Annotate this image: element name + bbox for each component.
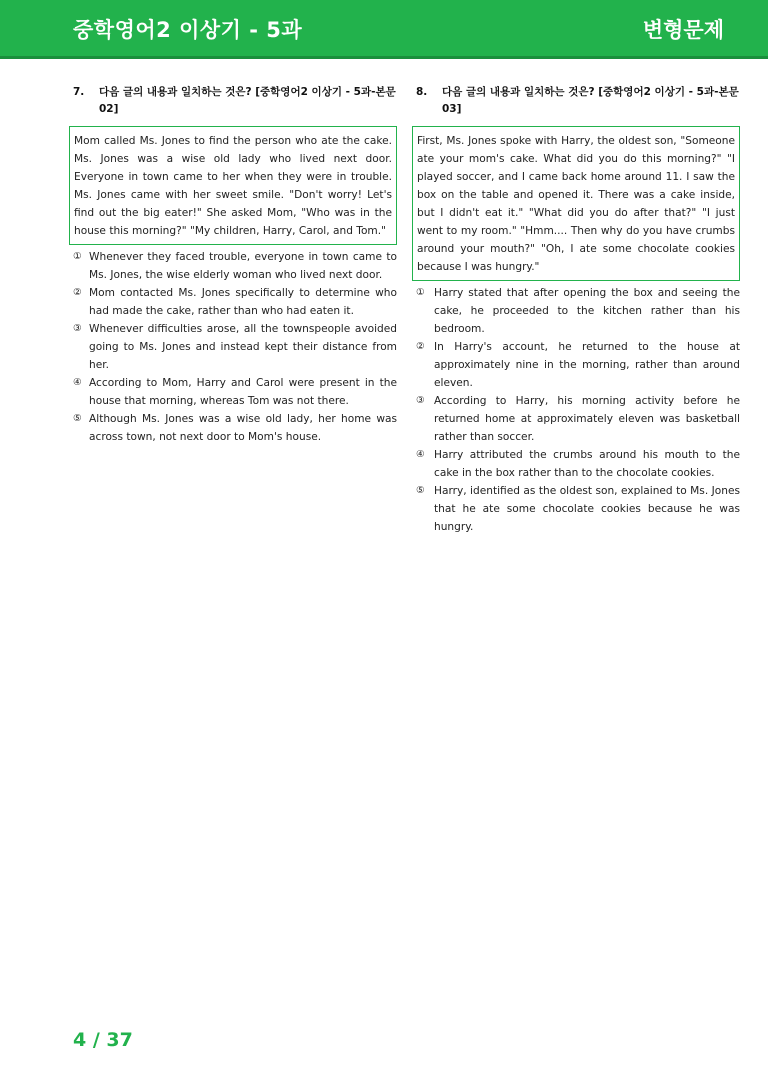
passage-box: First, Ms. Jones spoke with Harry, the oldest son, "Someone ate your mom's cake. What did you do this morning?" "I played soccer, and I came back home around 11. I saw the box on the table and opened it. There was a cake inside, but I didn't eat it." "What did you do after that?" "I just went to my room." "Hmm.... Then why do you have crumbs around your mouth?" "Oh, I ate some chocolate cookies because I was hungry." bbox=[412, 126, 740, 281]
option-marker: ① bbox=[416, 287, 425, 298]
option-marker: ③ bbox=[416, 395, 425, 406]
option-2[interactable] bbox=[412, 338, 740, 392]
passage-box: Mom called Ms. Jones to find the person who ate the cake. Ms. Jones was a wise old lady who lived next door. Everyone in town came to her when they were in trouble. Ms. Jones came with her sweet smile. "Don't worry! Let's find out the big eater!" She asked Mom, "Who was in the house this morning?" "My children, Harry, Carol, and Tom." bbox=[69, 126, 397, 245]
option-marker: ① bbox=[73, 251, 82, 262]
option-2[interactable] bbox=[69, 284, 397, 320]
option-marker: ② bbox=[73, 287, 82, 298]
option-5[interactable] bbox=[69, 410, 397, 446]
option-marker: ② bbox=[416, 341, 425, 352]
question-prompt: 다음 글의 내용과 일치하는 것은? [중학영어2 이상기 - 5과-본문 03] bbox=[442, 86, 739, 115]
option-4[interactable] bbox=[412, 446, 740, 482]
question-header bbox=[412, 84, 740, 118]
option-1[interactable] bbox=[412, 284, 740, 338]
option-text: Harry, identified as the oldest son, explained to Ms. Jones that he ate some chocolate cookies because he was hungry. bbox=[434, 485, 740, 533]
answer-options bbox=[69, 248, 397, 446]
option-text: Harry stated that after opening the box and seeing the cake, he proceeded to the kitchen rather than his bedroom. bbox=[434, 287, 740, 335]
question-number: 7. bbox=[73, 86, 85, 98]
option-3[interactable] bbox=[412, 392, 740, 446]
option-text: Mom contacted Ms. Jones specifically to determine who had made the cake, rather than who had eaten it. bbox=[89, 287, 397, 317]
option-marker: ④ bbox=[416, 449, 425, 460]
question-header bbox=[69, 84, 397, 118]
question-7 bbox=[69, 84, 397, 446]
option-text: Whenever they faced trouble, everyone in town came to Ms. Jones, the wise elderly woman who lived next door. bbox=[89, 251, 397, 281]
header-section-label: 변형문제 bbox=[642, 18, 724, 42]
option-text: According to Mom, Harry and Carol were present in the house that morning, whereas Tom was not there. bbox=[89, 377, 397, 407]
question-prompt: 다음 글의 내용과 일치하는 것은? [중학영어2 이상기 - 5과-본문 02] bbox=[99, 86, 396, 115]
question-8 bbox=[412, 84, 740, 536]
option-3[interactable] bbox=[69, 320, 397, 374]
option-marker: ④ bbox=[73, 377, 82, 388]
option-5[interactable] bbox=[412, 482, 740, 536]
option-text: Although Ms. Jones was a wise old lady, her home was across town, not next door to Mom's house. bbox=[89, 413, 397, 443]
page-number: 4 / 37 bbox=[73, 1029, 133, 1051]
option-text: In Harry's account, he returned to the house at approximately nine in the morning, rather than around eleven. bbox=[434, 341, 740, 389]
option-marker: ③ bbox=[73, 323, 82, 334]
option-marker: ⑤ bbox=[73, 413, 82, 424]
header-title: 중학영어2 이상기 - 5과 bbox=[73, 18, 303, 42]
question-number: 8. bbox=[416, 86, 428, 98]
answer-options bbox=[412, 284, 740, 536]
option-text: Harry attributed the crumbs around his mouth to the cake in the box rather than to the chocolate cookies. bbox=[434, 449, 740, 479]
option-text: Whenever difficulties arose, all the townspeople avoided going to Ms. Jones and instead kept their distance from her. bbox=[89, 323, 397, 371]
option-marker: ⑤ bbox=[416, 485, 425, 496]
option-4[interactable] bbox=[69, 374, 397, 410]
option-text: According to Harry, his morning activity before he returned home at approximately eleven was basketball rather than soccer. bbox=[434, 395, 740, 443]
option-1[interactable] bbox=[69, 248, 397, 284]
page-header bbox=[0, 0, 768, 59]
